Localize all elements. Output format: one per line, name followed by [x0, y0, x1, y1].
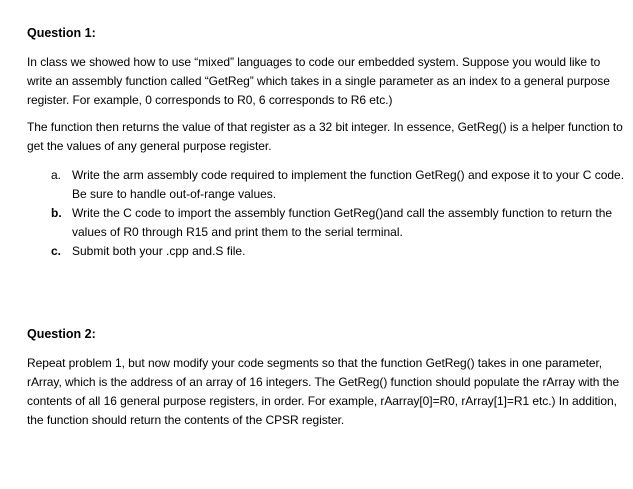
task-item-c — [51, 242, 626, 261]
question-1-task-list — [51, 166, 626, 261]
task-marker-a: a. — [51, 168, 62, 182]
task-item-a — [51, 166, 626, 204]
task-text-b: Write the C code to import the assembly function GetReg()and call the assembly function to return the values of R0 through R15 and print them to the serial terminal. — [72, 206, 613, 239]
task-marker-c: c. — [51, 244, 62, 258]
question-1-intro-paragraph: In class we showed how to use “mixed” languages to code our embedded system. Suppose you would like to write an assembly function called “GetReg” which takes in a single parameter as an index to a general purpose register. For example, 0 corresponds to R0, 6 corresponds to R6 etc.) — [27, 55, 610, 107]
task-marker-b: b. — [51, 206, 62, 220]
task-text-a: Write the arm assembly code required to implement the function GetReg() and expose it to your C code. Be sure to handle out-of-range values. — [72, 168, 625, 201]
question-2-heading: Question 2: — [27, 327, 96, 341]
question-1-heading: Question 1: — [27, 26, 96, 40]
question-2-paragraph: Repeat problem 1, but now modify your code segments so that the function GetReg() takes in one parameter, rArray, which is the address of an array of 16 integers. The GetReg() function should populate the rArray with the contents of all 16 general purpose registers, in order. For example, rAarray[0]=R0, rArray[1]=R1 etc.) In addition, the function should return the contents of the CPSR register. — [27, 356, 620, 427]
question-1-function-paragraph: The function then returns the value of that register as a 32 bit integer. In essence, GetReg() is a helper function to get the values of any general purpose register. — [27, 120, 623, 153]
task-text-c: Submit both your .cpp and.S file. — [72, 244, 246, 258]
task-item-b — [51, 204, 626, 242]
